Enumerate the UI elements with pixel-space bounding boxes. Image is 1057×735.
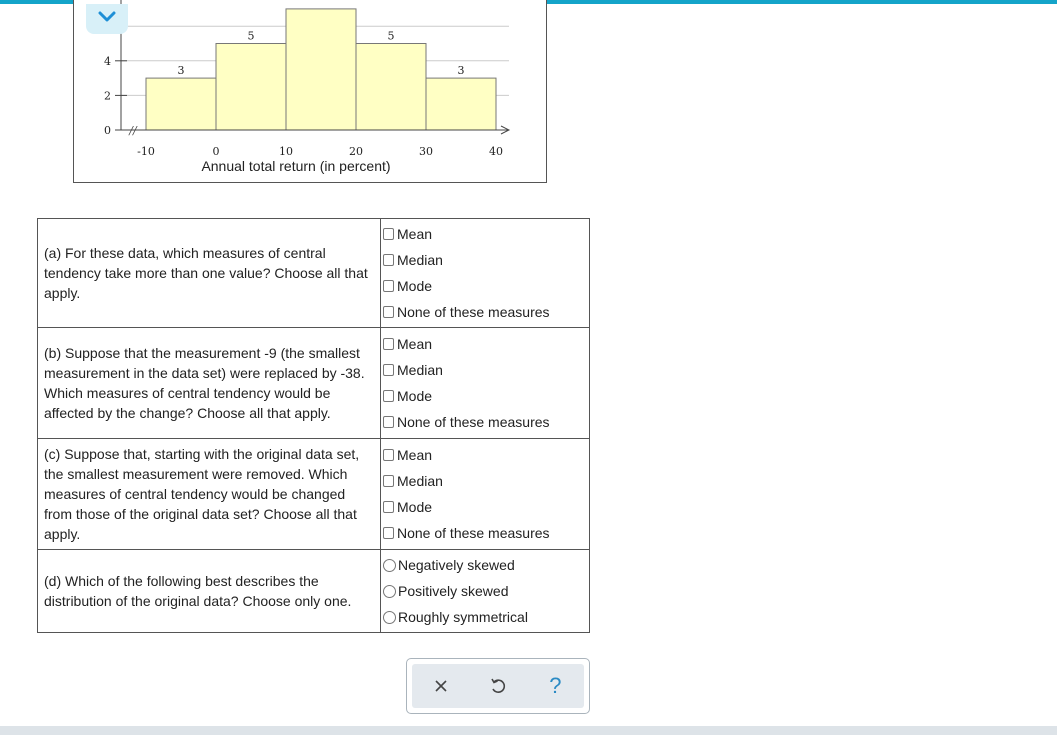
option-label: Negatively skewed <box>398 557 515 573</box>
histogram-bar <box>146 78 216 130</box>
option-label: Mode <box>397 388 433 404</box>
radio-button[interactable] <box>383 611 396 624</box>
x-tick-label: 10 <box>279 145 293 158</box>
option-label: Positively skewed <box>398 583 509 599</box>
option-b-median[interactable] <box>383 357 589 383</box>
x-tick-label: 20 <box>349 145 363 158</box>
option-c-median[interactable] <box>383 468 589 494</box>
option-label: Median <box>397 252 443 268</box>
checkbox[interactable] <box>383 254 394 266</box>
checkbox[interactable] <box>383 280 394 292</box>
option-label: Mean <box>397 336 433 352</box>
help-icon: ? <box>549 673 562 698</box>
bar-value-label: 5 <box>387 29 395 43</box>
option-b-none[interactable] <box>383 409 589 435</box>
option-a-none[interactable] <box>383 299 589 325</box>
questions-table <box>37 218 590 633</box>
option-a-mode[interactable] <box>383 273 589 299</box>
checkbox[interactable] <box>383 390 394 402</box>
options-d <box>381 550 590 633</box>
option-a-median[interactable] <box>383 247 589 273</box>
checkbox[interactable] <box>383 449 394 461</box>
action-buttons <box>412 664 584 708</box>
question-text-a: (a) For these data, which measures of central tendency take more than one value? Choose all that apply. <box>38 219 381 328</box>
x-tick-label: -10 <box>137 145 155 158</box>
options-c <box>381 439 590 550</box>
checkbox[interactable] <box>383 306 394 318</box>
undo-button[interactable] <box>478 666 518 706</box>
option-label: Mode <box>397 278 433 294</box>
option-label: Mode <box>397 499 433 515</box>
option-label: None of these measures <box>397 525 550 541</box>
question-text-c: (c) Suppose that, starting with the original data set, the smallest measurement were removed. Which measures of central tendency would be changed from those of the original data set? Choose all that apply. <box>38 439 381 550</box>
y-tick-label: 4 <box>104 54 111 68</box>
option-d-positively-skewed[interactable] <box>383 578 589 604</box>
option-b-mode[interactable] <box>383 383 589 409</box>
histogram-bar <box>216 44 286 131</box>
radio-button[interactable] <box>383 559 396 572</box>
axis-break-mark: // <box>129 124 137 137</box>
question-row-b <box>38 328 590 439</box>
histogram-chart <box>73 0 547 183</box>
question-text-b: (b) Suppose that the measurement -9 (the smallest measurement in the data set) were replaced by -38. Which measures of central tendency would be affected by the change? Choose all that apply. <box>38 328 381 439</box>
checkbox[interactable] <box>383 338 394 350</box>
option-c-mean[interactable] <box>383 442 589 468</box>
chevron-down-icon <box>98 10 116 24</box>
checkbox[interactable] <box>383 364 394 376</box>
checkbox[interactable] <box>383 416 394 428</box>
option-label: Median <box>397 362 443 378</box>
x-tick-label: 30 <box>419 145 433 158</box>
bar-value-label: 5 <box>247 29 255 43</box>
y-tick-label: 2 <box>104 89 111 103</box>
option-d-roughly-symmetrical[interactable] <box>383 604 589 630</box>
options-a <box>381 219 590 328</box>
option-label: None of these measures <box>397 304 550 320</box>
option-label: Median <box>397 473 443 489</box>
radio-button[interactable] <box>383 585 396 598</box>
checkbox[interactable] <box>383 527 394 539</box>
option-c-none[interactable] <box>383 520 589 546</box>
bar-value-label: 3 <box>457 64 465 78</box>
y-tick-label: 0 <box>104 124 111 137</box>
question-row-a <box>38 219 590 328</box>
checkbox[interactable] <box>383 475 394 487</box>
option-label: Mean <box>397 447 433 463</box>
option-b-mean[interactable] <box>383 331 589 357</box>
option-d-negatively-skewed[interactable] <box>383 552 589 578</box>
close-icon <box>434 679 448 693</box>
x-tick-label: 0 <box>212 145 220 158</box>
clear-button[interactable] <box>421 666 461 706</box>
bar-value-label: 3 <box>177 64 185 78</box>
option-c-mode[interactable] <box>383 494 589 520</box>
collapse-chart-button[interactable] <box>86 4 128 34</box>
option-label: None of these measures <box>397 414 550 430</box>
question-row-c <box>38 439 590 550</box>
checkbox[interactable] <box>383 501 394 513</box>
histogram-bar <box>286 9 356 130</box>
chart-x-axis-label: Annual total return (in percent) <box>201 158 391 174</box>
answer-action-bar <box>406 658 590 714</box>
options-b <box>381 328 590 439</box>
option-a-mean[interactable] <box>383 221 589 247</box>
undo-icon <box>489 677 507 695</box>
x-tick-label: 40 <box>489 145 503 158</box>
question-row-d <box>38 550 590 633</box>
bottom-bar <box>0 726 1057 735</box>
help-button[interactable] <box>535 666 575 706</box>
option-label: Mean <box>397 226 433 242</box>
checkbox[interactable] <box>383 228 394 240</box>
histogram-bar <box>356 44 426 131</box>
option-label: Roughly symmetrical <box>398 609 528 625</box>
histogram-bar <box>426 78 496 130</box>
question-text-d: (d) Which of the following best describes the distribution of the original data? Choose only one. <box>38 550 381 633</box>
